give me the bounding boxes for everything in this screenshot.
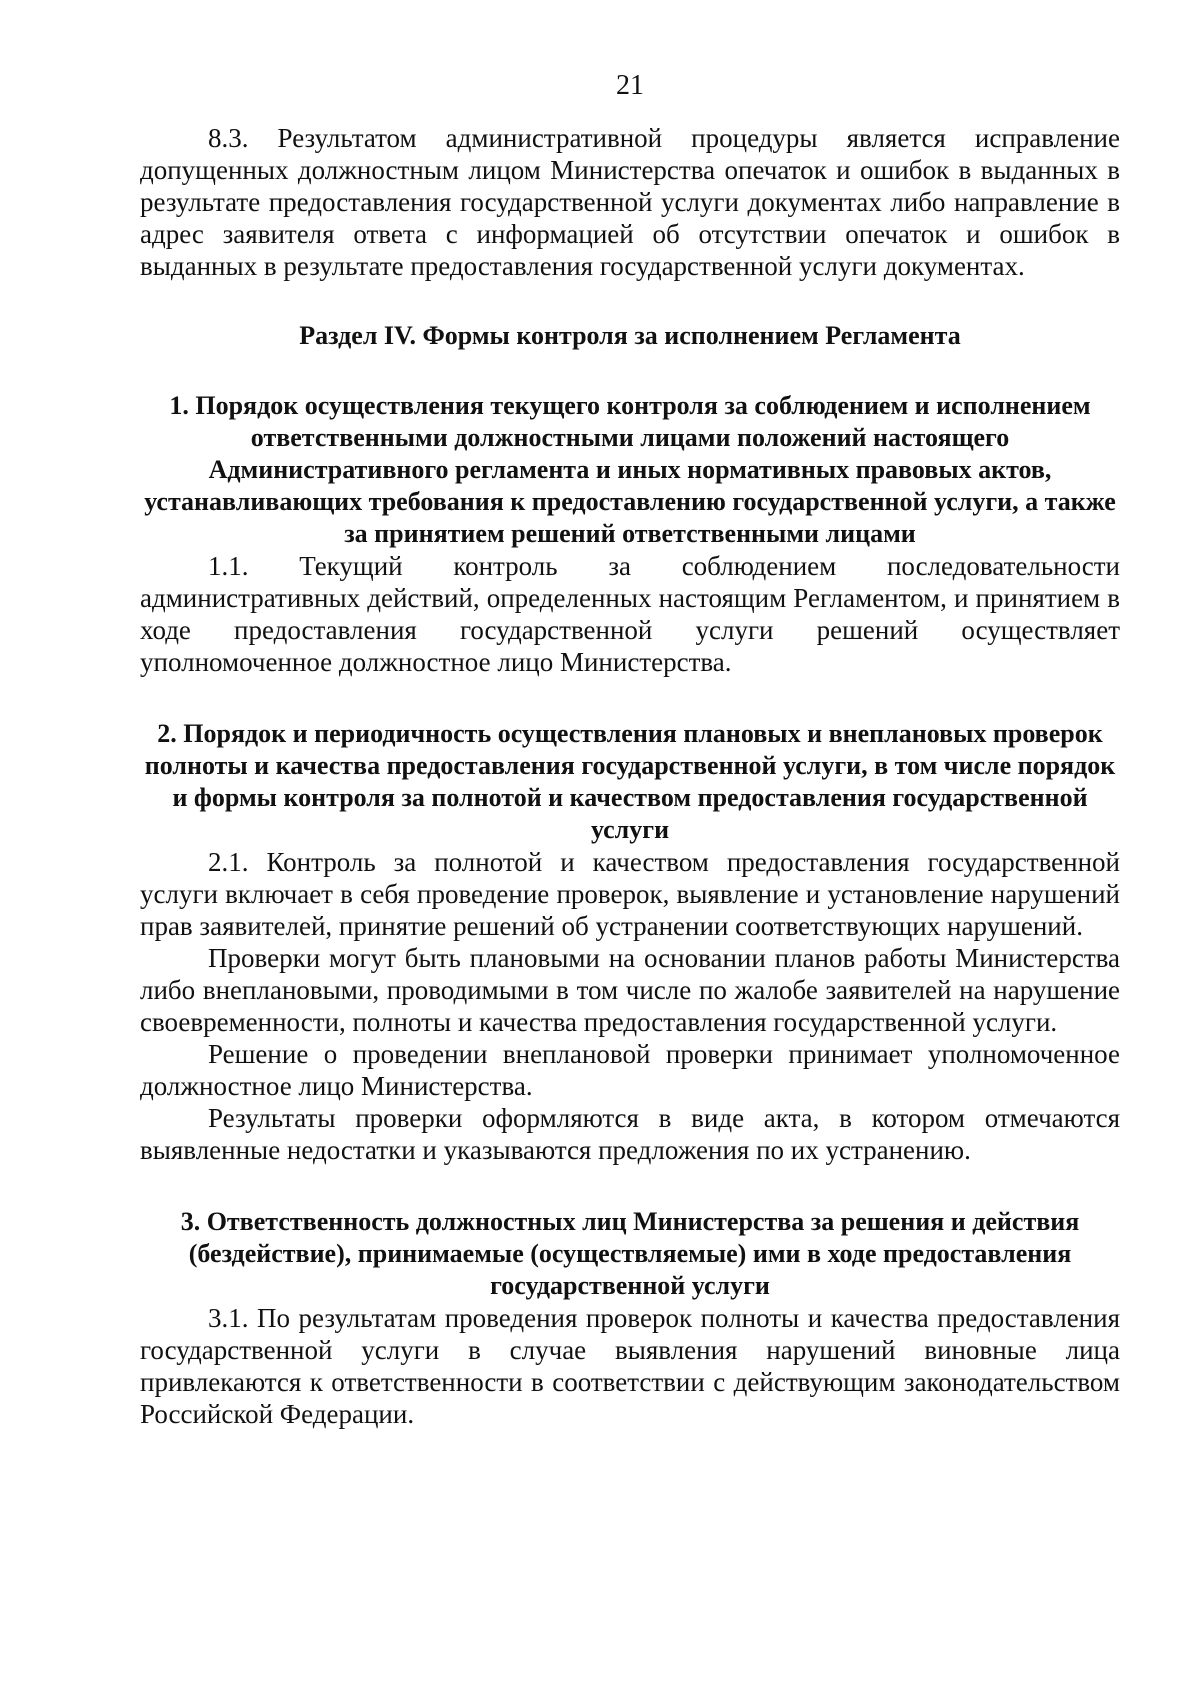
heading-1: 1. Порядок осуществления текущего контроля за соблюдением и исполнением ответственными должностными лицами положений настоящего Административного регламента и иных нормативных правовых актов, устанавливающих требования к предоставлению государственной услуги, а также за принятием решений ответственными лицами: [144, 391, 1116, 548]
paragraph-1-1: 1.1. Текущий контроль за соблюдением последовательности административных действий, определенных настоящим Регламентом, и принятием в ходе предоставления государственной услуги решений осуществляет уполномоченное должностное лицо Министерства.: [140, 551, 1120, 677]
heading-3: 3. Ответственность должностных лиц Министерства за решения и действия (бездействие), принимаемые (осуществляемые) ими в ходе предоставления государственной услуги: [180, 1207, 1080, 1300]
paragraph-unscheduled-decision: Решение о проведении внеплановой проверки принимает уполномоченное должностное лицо Министерства.: [140, 1039, 1120, 1101]
section-title: Раздел IV. Формы контроля за исполнением Регламента: [299, 321, 961, 350]
paragraph-8-3: 8.3. Результатом административной процедуры является исправление допущенных должностным лицом Министерства опечаток и ошибок в выданных в результате предоставления государственной услуги документах либо направление в адрес заявителя ответа с информацией об отсутствии опечаток и ошибок в выданных в результате предоставления государственной услуги документах.: [140, 123, 1120, 281]
paragraph-inspections: Проверки могут быть плановыми на основании планов работы Министерства либо внеплановыми, проводимыми в том числе по жалобе заявителей на нарушение своевременности, полноты и качества предоставления государственной услуги.: [140, 943, 1120, 1037]
paragraph-2-1: 2.1. Контроль за полнотой и качеством предоставления государственной услуги включает в себя проведение проверок, выявление и установление нарушений прав заявителей, принятие решений об устранении соответствующих нарушений.: [140, 847, 1120, 941]
paragraph-inspection-results: Результаты проверки оформляются в виде акта, в котором отмечаются выявленные недостатки и указываются предложения по их устранению.: [140, 1103, 1120, 1165]
paragraph-3-1: 3.1. По результатам проведения проверок полноты и качества предоставления государственной услуги в случае выявления нарушений виновные лица привлекаются к ответственности в соответствии с действующим законодательством Российской Федерации.: [140, 1303, 1120, 1429]
page-number: 21: [616, 70, 644, 101]
document-page: [140, 70, 1120, 1430]
heading-2: 2. Порядок и периодичность осуществления плановых и внеплановых проверок полноты и качества предоставления государственной услуги, в том числе порядок и формы контроля за полнотой и качеством предоставления государственной услуги: [144, 719, 1116, 844]
